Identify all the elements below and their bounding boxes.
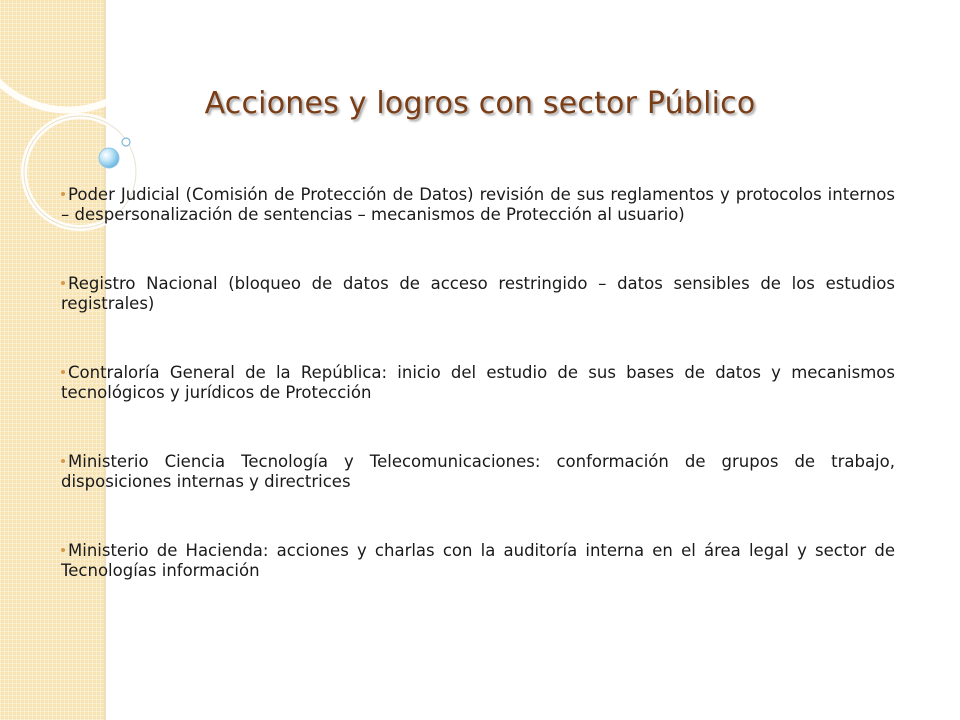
bullet-dot-icon — [61, 459, 65, 463]
slide-title: Acciones y logros con sector Público — [204, 86, 756, 121]
bullet-text: Registro Nacional (bloqueo de datos de acceso restringido – datos sensibles de los estudios registrales) — [61, 274, 895, 313]
small-bubble-decoration — [122, 138, 130, 146]
large-ring-decoration — [0, 0, 168, 110]
bullet-list — [61, 185, 895, 630]
blue-bubble-decoration — [99, 148, 119, 168]
bullet-dot-icon — [61, 192, 65, 196]
bullet-item — [61, 363, 895, 403]
bullet-dot-icon — [61, 370, 65, 374]
bullet-dot-icon — [61, 281, 65, 285]
bullet-dot-icon — [61, 548, 65, 552]
bullet-item — [61, 452, 895, 492]
bullet-text: Poder Judicial (Comisión de Protección de Datos) revisión de sus reglamentos y protocolos internos – despersonalización de sentencias – mecanismos de Protección al usuario) — [61, 185, 895, 224]
bullet-item — [61, 185, 895, 225]
bullet-item — [61, 274, 895, 314]
bullet-item — [61, 541, 895, 581]
bullet-text: Ministerio Ciencia Tecnología y Telecomunicaciones: conformación de grupos de trabajo, disposiciones internas y directrices — [61, 452, 895, 491]
bullet-text: Contraloría General de la República: inicio del estudio de sus bases de datos y mecanismos tecnológicos y jurídicos de Protección — [61, 363, 895, 402]
bullet-text: Ministerio de Hacienda: acciones y charlas con la auditoría interna en el área legal y sector de Tecnologías información — [61, 541, 895, 580]
